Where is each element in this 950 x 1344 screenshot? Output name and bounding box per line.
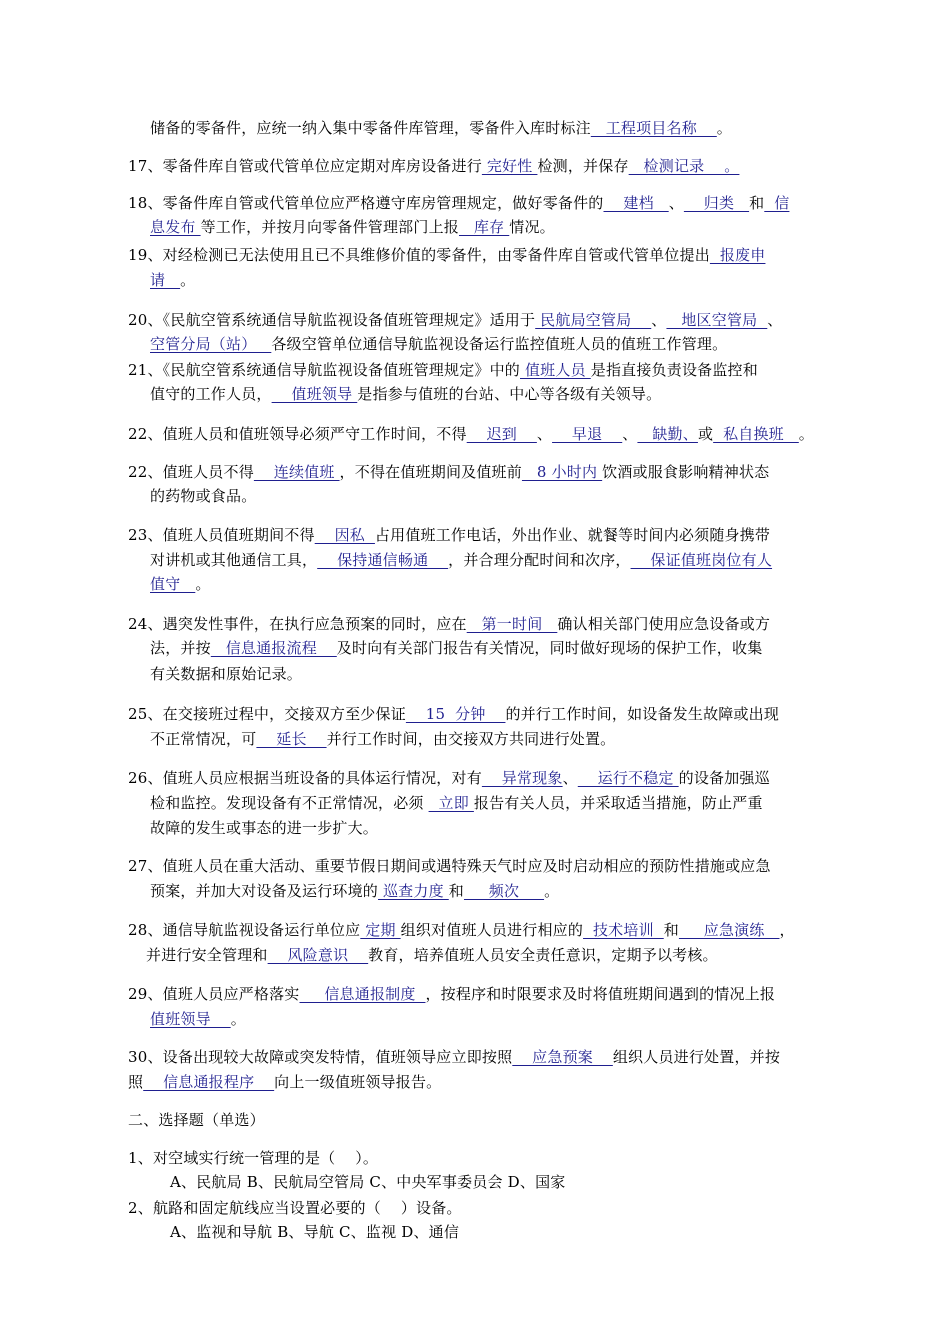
text-segment: 24、遇突发性事件，在执行应急预案的同时，应在: [128, 615, 467, 633]
answer-blank: 频次: [463, 882, 545, 900]
q27-line-1: [128, 856, 771, 876]
q26-line-3: [150, 818, 378, 838]
text-segment: 、: [668, 194, 684, 212]
q17-line: [128, 156, 739, 176]
text-segment: 和: [749, 194, 765, 212]
q21-line-2: [150, 384, 661, 404]
text-segment: 、: [651, 311, 667, 329]
answer-blank: 应急预案: [512, 1048, 613, 1066]
answer-blank: 库存: [458, 218, 510, 236]
mc2-options: [170, 1222, 459, 1242]
q28-line-1: [128, 920, 795, 940]
text-segment: 等工作，并按月向零备件管理部门上报: [200, 218, 459, 236]
q26-line-1: [128, 768, 770, 788]
answer-blank: 延长: [256, 730, 327, 748]
text-segment: 。: [798, 425, 814, 443]
text-segment: 。: [716, 119, 732, 137]
text-segment: 是指参与值班的台站、中心等各级有关领导。: [357, 385, 662, 403]
text-segment: 23、值班人员值班期间不得: [128, 526, 315, 544]
q30-line-2: [128, 1072, 441, 1092]
text-segment: ，并合理分配时间和次序，: [448, 551, 631, 569]
mc2-question: [128, 1198, 462, 1218]
text-segment: 故障的发生或事态的进一步扩大。: [150, 819, 379, 837]
answer-blank: 信: [764, 194, 790, 212]
answer-blank: 技术培训: [583, 921, 664, 939]
answer-blank: 应急演练: [678, 921, 780, 939]
answer-blank: 归类: [683, 194, 750, 212]
text-segment: ，不得在值班期间及值班前: [339, 463, 522, 481]
text-segment: 预案，并加大对设备及运行环境的: [150, 882, 379, 900]
text-segment: 和: [663, 921, 679, 939]
text-segment: 并进行安全管理和: [146, 946, 268, 964]
text-segment: A、民航局 B、民航局空管局 C、中央军事委员会 D、国家: [170, 1173, 566, 1191]
answer-blank: 值守: [150, 575, 196, 593]
text-segment: 18、零备件库自管或代管单位应严格遵守库房管理规定，做好零备件的: [128, 194, 604, 212]
q24-line-2: [150, 638, 762, 658]
text-segment: 25、在交接班过程中，交接双方至少保证: [128, 705, 406, 723]
text-segment: 组织对值班人员进行相应的: [400, 921, 584, 939]
q20-line-1: [128, 310, 783, 330]
answer-blank: 早退: [552, 425, 623, 443]
q20-line-2: [150, 334, 727, 354]
answer-blank: 建档: [603, 194, 669, 212]
answer-blank: 第一时间: [466, 615, 558, 633]
q24-line-3: [150, 664, 302, 684]
q29-line-1: [128, 984, 775, 1004]
q29-line-2: [150, 1009, 246, 1029]
answer-blank: 缺勤、: [637, 425, 698, 443]
text-segment: 、: [622, 425, 638, 443]
answer-blank: 值班领导: [271, 385, 358, 403]
text-segment: 29、值班人员应严格落实: [128, 985, 300, 1003]
answer-blank: 检测记录 。: [628, 157, 740, 175]
q26-line-2: [150, 793, 763, 813]
text-segment: 21、《民航空管系统通信导航监视设备值班管理规定》中的: [128, 361, 520, 379]
text-segment: 的并行工作时间，如设备发生故障或出现: [505, 705, 780, 723]
q19-line-2: [150, 270, 195, 290]
text-segment: 值守的工作人员，: [150, 385, 272, 403]
text-segment: 检和监控。发现设备有不正常情况，必须: [150, 794, 429, 812]
q25-line-2: [150, 729, 615, 749]
answer-blank: 因私: [314, 526, 375, 544]
text-segment: 二、选择题（单选）: [128, 1111, 265, 1129]
answer-blank: 完好性: [481, 157, 538, 175]
answer-blank: 15 分钟: [405, 705, 506, 723]
q22b-line-1: [128, 462, 769, 482]
text-segment: 19、对经检测已无法使用且已不具维修价值的零备件，由零备件库自管或代管单位提出: [128, 246, 710, 264]
answer-blank: 私自换班: [713, 425, 799, 443]
text-segment: 向上一级值班领导报告。: [274, 1073, 442, 1091]
text-segment: 确认相关部门使用应急设备或方: [557, 615, 771, 633]
answer-blank: 工程项目名称: [590, 119, 717, 137]
answer-blank: 民航局空管局: [535, 311, 652, 329]
text-segment: 报告有关人员，并采取适当措施，防止严重: [473, 794, 763, 812]
text-segment: 教育，培养值班人员安全责任意识，定期予以考核。: [368, 946, 718, 964]
text-segment: 、: [767, 311, 783, 329]
answer-blank: 保证值班岗位有人: [630, 551, 773, 569]
text-segment: 。: [230, 1010, 246, 1028]
text-segment: 2、航路和固定航线应当设置必要的（ ）设备。: [128, 1199, 462, 1217]
answer-blank: 定期: [360, 921, 401, 939]
answer-blank: 8 小时内: [521, 463, 603, 481]
text-segment: 、: [536, 425, 553, 443]
answer-blank: 保持通信畅通: [317, 551, 449, 569]
q16-line-2: [150, 118, 732, 138]
text-segment: 并行工作时间，由交接双方共同进行处置。: [326, 730, 616, 748]
answer-blank: 运行不稳定: [577, 769, 679, 787]
q28-line-2: [146, 945, 718, 965]
answer-blank: 风险意识: [267, 946, 369, 964]
mc1-options: [170, 1172, 565, 1192]
text-segment: ，按程序和时限要求及时将值班期间遇到的情况上报: [425, 985, 776, 1003]
text-segment: 27、值班人员在重大活动、重要节假日期间或遇特殊天气时应及时启动相应的预防性措施或应急: [128, 857, 771, 875]
q19-line-1: [128, 245, 765, 265]
q22a-line: [128, 424, 814, 444]
text-segment: 或: [697, 425, 714, 443]
text-segment: 。: [180, 271, 196, 289]
text-segment: 20、《民航空管系统通信导航监视设备值班管理规定》适用于: [128, 311, 536, 329]
text-segment: 。: [544, 882, 560, 900]
text-segment: 30、设备出现较大故障或突发特情，值班领导应立即按照: [128, 1048, 513, 1066]
section-heading-choice: [128, 1110, 265, 1130]
answer-blank: 连续值班: [253, 463, 340, 481]
text-segment: 不正常情况，可: [150, 730, 257, 748]
answer-blank: 报废申: [709, 246, 766, 264]
text-segment: 是指直接负责设备监控和: [590, 361, 758, 379]
q21-line-1: [128, 360, 758, 380]
text-segment: 照: [128, 1073, 144, 1091]
q25-line-1: [128, 704, 779, 724]
text-segment: 情况。: [509, 218, 555, 236]
answer-blank: 值班人员: [520, 361, 591, 379]
text-segment: 对讲机或其他通信工具，: [150, 551, 318, 569]
q23-line-2: [150, 550, 772, 570]
q30-line-1: [128, 1047, 780, 1067]
q23-line-1: [128, 525, 770, 545]
text-segment: 储备的零备件，应统一纳入集中零备件库管理，零备件入库时标注: [150, 119, 591, 137]
text-segment: 占用值班工作电话，外出作业、就餐等时间内必须随身携带: [374, 526, 771, 544]
q27-line-2: [150, 881, 559, 901]
q22b-line-2: [150, 486, 256, 506]
text-segment: 饮酒或服食影响精神状态: [602, 463, 770, 481]
answer-blank: 空管分局（站）: [150, 335, 272, 353]
answer-blank: 值班领导: [150, 1010, 231, 1028]
text-segment: 。: [195, 575, 211, 593]
answer-blank: 信息通报程序: [143, 1073, 275, 1091]
text-segment: ，: [779, 921, 795, 939]
text-segment: 各级空管单位通信导航监视设备运行监控值班人员的值班工作管理。: [271, 335, 728, 353]
q18-line-2: [150, 217, 555, 237]
text-segment: 检测，并保存: [537, 157, 629, 175]
answer-blank: 请: [150, 271, 181, 289]
text-segment: 组织人员进行处置，并按: [612, 1048, 781, 1066]
q18-line-1: [128, 193, 789, 213]
text-segment: 及时向有关部门报告有关情况，同时做好现场的保护工作，收集: [336, 639, 763, 657]
text-segment: 17、零备件库自管或代管单位应定期对库房设备进行: [128, 157, 482, 175]
answer-blank: 信息通报制度: [299, 985, 426, 1003]
answer-blank: 巡查力度: [378, 882, 449, 900]
text-segment: 、: [562, 769, 578, 787]
answer-blank: 地区空管局: [666, 311, 768, 329]
text-segment: 的设备加强巡: [678, 769, 770, 787]
q23-line-3: [150, 574, 211, 594]
text-segment: 22、值班人员不得: [128, 463, 254, 481]
text-segment: 1、对空域实行统一管理的是（ ）。: [128, 1149, 379, 1167]
text-segment: A、监视和导航 B、导航 C、监视 D、通信: [170, 1223, 460, 1241]
text-segment: 22、值班人员和值班领导必须严守工作时间，不得: [128, 425, 467, 443]
q24-line-1: [128, 614, 770, 634]
mc1-question: [128, 1148, 378, 1168]
answer-blank: 信息通报流程: [210, 639, 337, 657]
answer-blank: 异常现象: [481, 769, 563, 787]
answer-blank: 息发布: [150, 218, 201, 236]
text-segment: 有关数据和原始记录。: [150, 665, 303, 683]
text-segment: 和: [448, 882, 464, 900]
text-segment: 28、通信导航监视设备运行单位应: [128, 921, 361, 939]
text-segment: 法，并按: [150, 639, 211, 657]
text-segment: 26、值班人员应根据当班设备的具体运行情况，对有: [128, 769, 482, 787]
text-segment: 的药物或食品。: [150, 487, 257, 505]
answer-blank: 立即: [428, 794, 474, 812]
answer-blank: 迟到: [466, 425, 537, 443]
